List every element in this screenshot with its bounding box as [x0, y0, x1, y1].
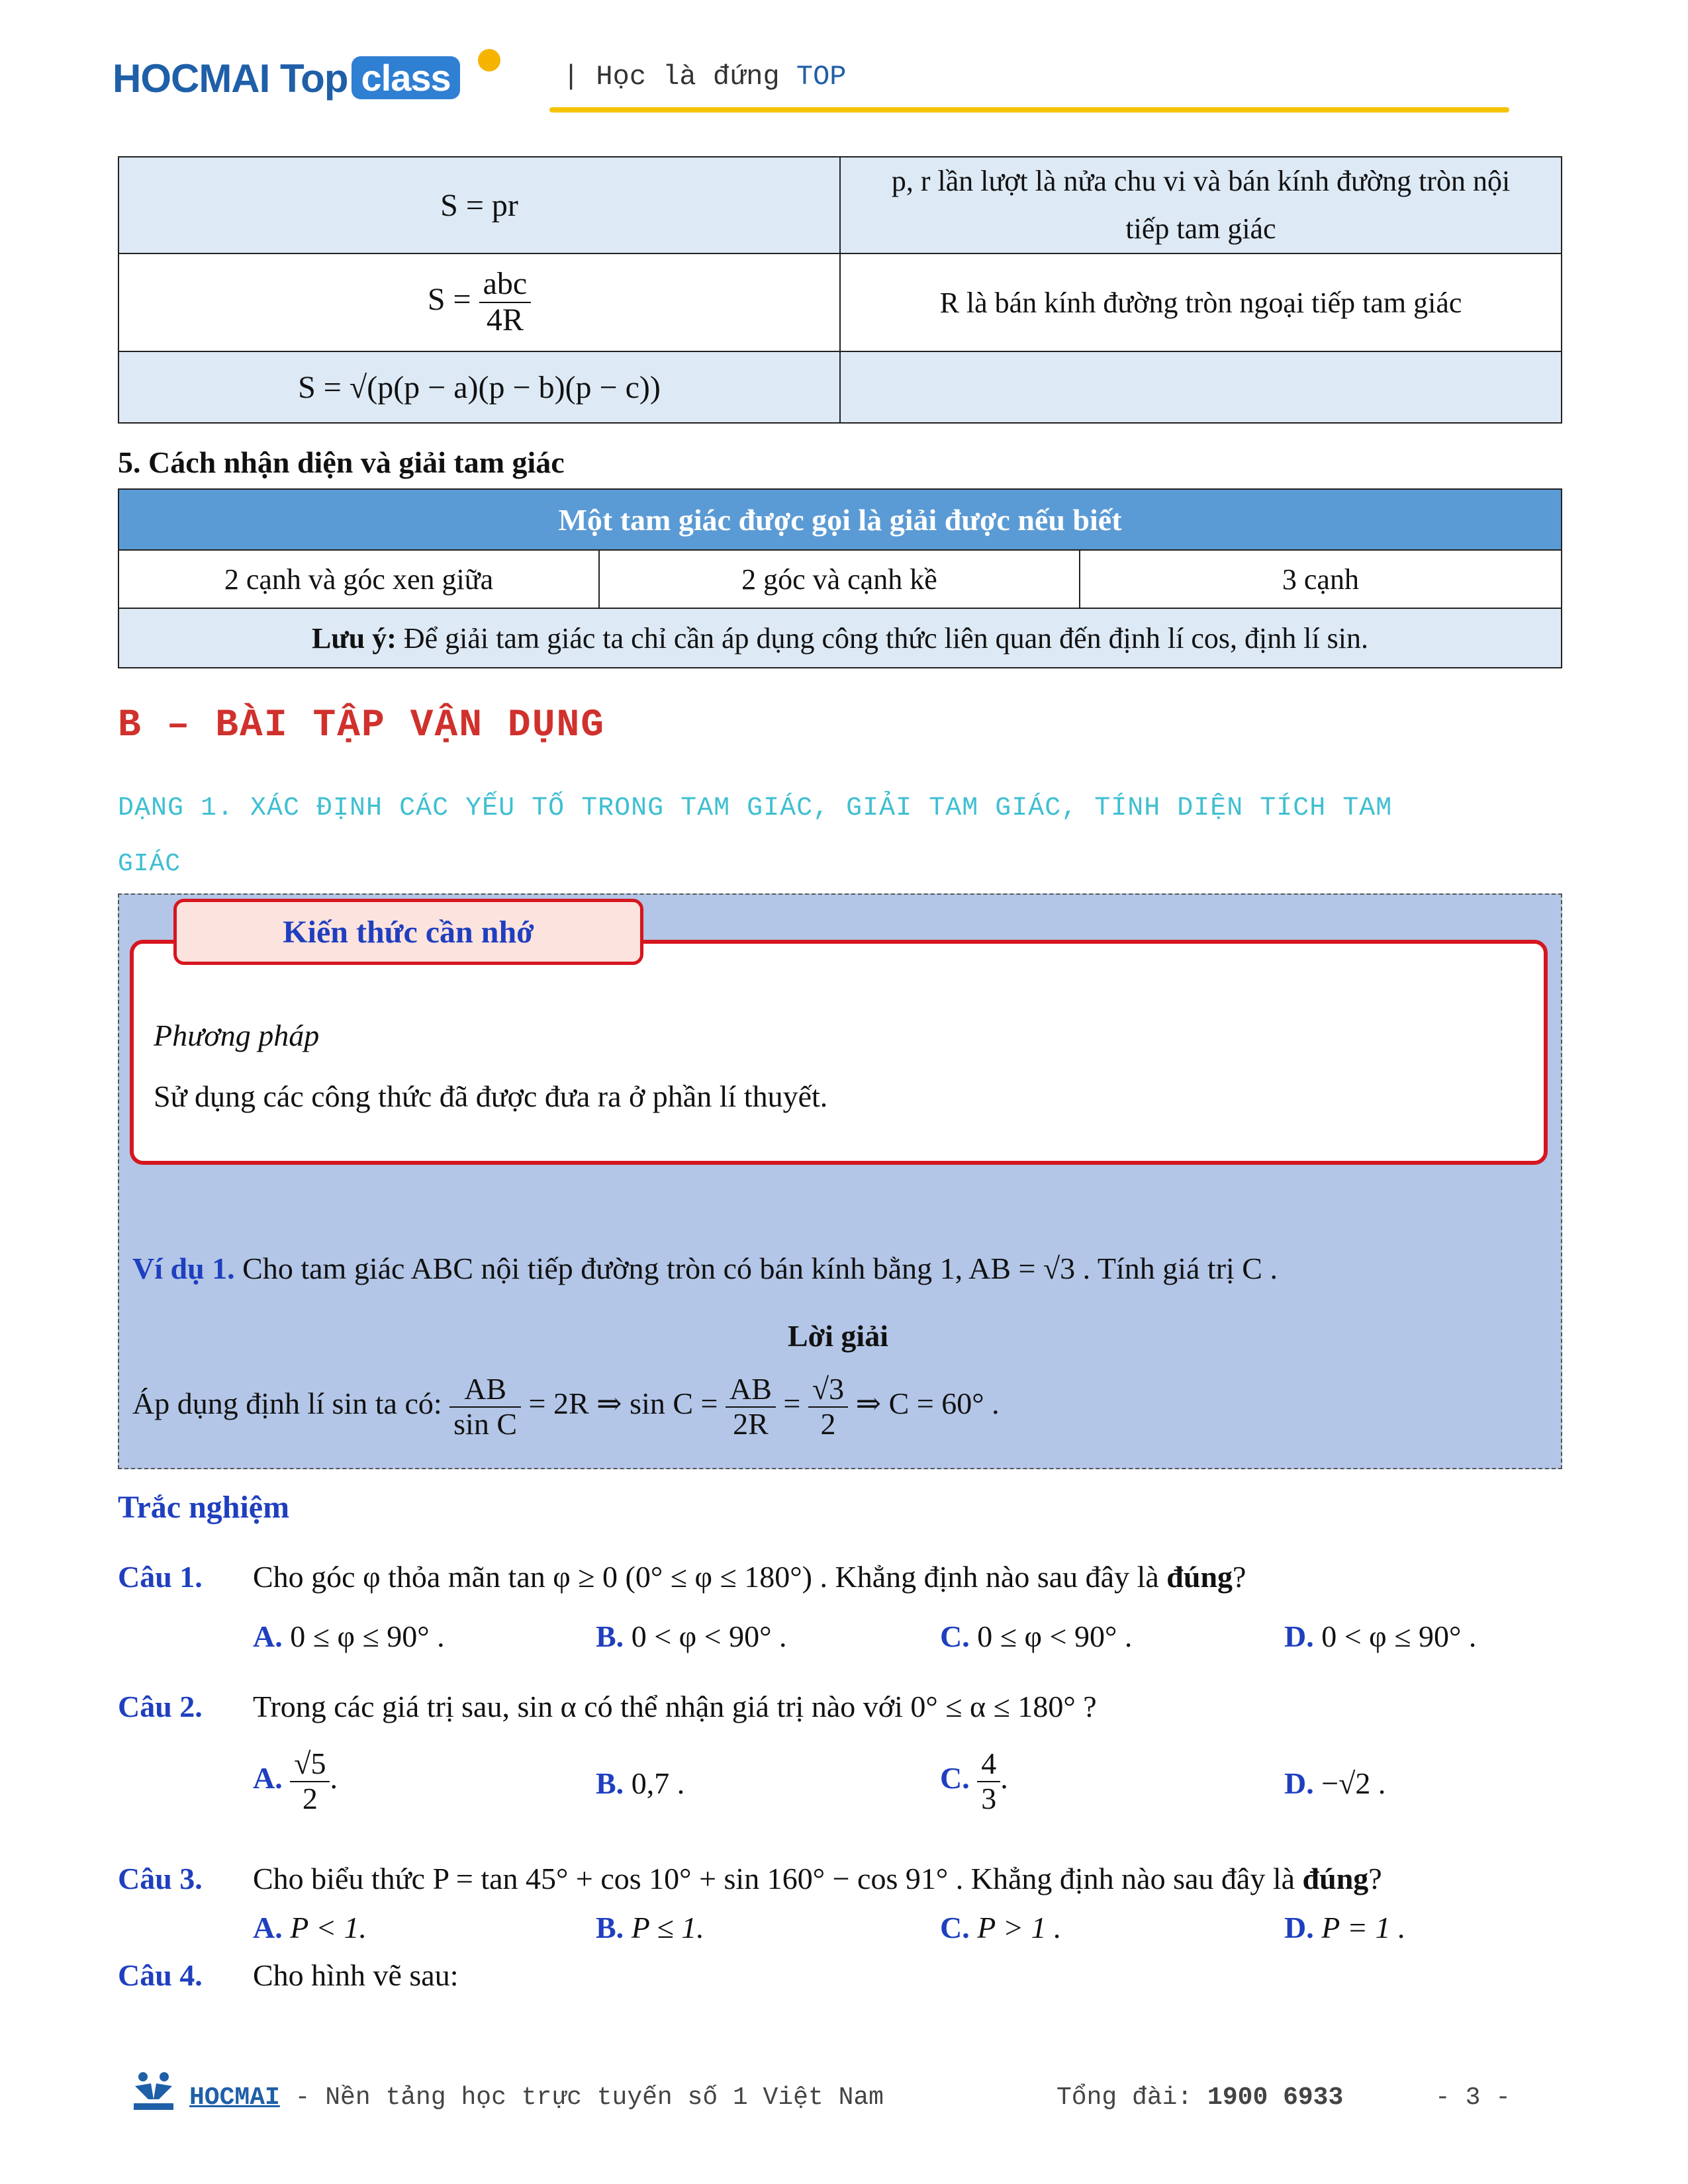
option-letter: D.	[1284, 1619, 1314, 1653]
fraction-numerator: √3	[808, 1373, 848, 1408]
section-b-title: B – BÀI TẬP VẬN DỤNG	[118, 704, 606, 747]
area-formula-table	[118, 156, 1562, 424]
answer-option-a[interactable]	[253, 1910, 367, 1945]
knowledge-tab: Kiến thức cần nhớ	[173, 899, 643, 965]
description-cell	[840, 351, 1562, 423]
solution-line	[132, 1373, 1000, 1441]
fraction	[290, 1747, 330, 1815]
hocmai-logo	[113, 56, 460, 101]
header-divider	[549, 107, 1509, 113]
fraction	[977, 1747, 1000, 1815]
fraction-denominator: 3	[981, 1781, 997, 1815]
formula-lhs: S =	[427, 282, 471, 318]
dang-heading-line-2: GIÁC	[118, 850, 181, 878]
question-text-pre: Cho biểu thức P = tan 45° + cos 10° + sin 160° − cos 91° . Khẳng định nào sau đây là	[253, 1862, 1303, 1895]
quiz-title: Trắc nghiệm	[118, 1490, 290, 1525]
fraction-denominator: 2	[820, 1406, 836, 1441]
question-text-bold: đúng	[1166, 1560, 1233, 1594]
question-label: Câu 2.	[118, 1690, 203, 1723]
hotline-number: 1900 6933	[1207, 2083, 1344, 2112]
option-text: 0 < φ ≤ 90° .	[1321, 1619, 1477, 1653]
fraction-denominator: 4R	[486, 302, 524, 338]
note-label: Lưu ý:	[311, 621, 397, 655]
option-letter: A.	[253, 1761, 283, 1796]
logo-class-text: class	[352, 56, 459, 99]
logo-star-icon	[478, 49, 500, 71]
option-text: 0,7 .	[631, 1766, 685, 1800]
question-text: Trong các giá trị sau, sin α có thể nhận giá trị nào với 0° ≤ α ≤ 180° ?	[253, 1690, 1097, 1723]
option-letter: B.	[596, 1766, 624, 1800]
method-label: Phương pháp	[154, 1019, 320, 1052]
example-1	[132, 1251, 1278, 1286]
footer-slogan: - Nền tảng học trực tuyến số 1 Việt Nam	[279, 2083, 884, 2112]
answer-option-d[interactable]	[1284, 1619, 1476, 1654]
question-text-post: ?	[1233, 1560, 1246, 1594]
option-text: P > 1 .	[977, 1911, 1062, 1944]
note-text: Để giải tam giác ta chỉ cần áp dụng công thức liên quan đến định lí cos, định lí sin.	[403, 621, 1369, 655]
note-cell	[118, 608, 1562, 668]
answer-option-d[interactable]	[1284, 1766, 1385, 1801]
fraction-numerator: AB	[726, 1373, 776, 1408]
fraction	[449, 1373, 521, 1441]
formula-cell	[118, 253, 840, 351]
question-label: Câu 4.	[118, 1958, 203, 1992]
solution-mid: = 2R ⇒ sin C =	[528, 1387, 718, 1421]
tagline	[563, 61, 847, 93]
option-text: P < 1.	[290, 1911, 367, 1944]
question-text-bold: đúng	[1302, 1862, 1369, 1895]
fraction	[726, 1373, 776, 1441]
solution-title: Lời giải	[788, 1319, 888, 1353]
fraction-numerator: abc	[479, 267, 532, 303]
tagline-top: TOP	[796, 61, 847, 93]
fraction	[479, 267, 532, 338]
option-text: 0 < φ < 90° .	[631, 1619, 787, 1653]
footer-hotline	[1056, 2083, 1343, 2112]
table-row	[118, 489, 1562, 550]
question-text-post: ?	[1368, 1862, 1382, 1895]
option-letter: D.	[1284, 1766, 1314, 1800]
formula-cell: S = √(p(p − a)(p − b)(p − c))	[118, 351, 840, 423]
option-text: P ≤ 1.	[631, 1911, 704, 1944]
answer-option-a[interactable]	[253, 1747, 338, 1815]
fraction-numerator: 4	[977, 1747, 1000, 1782]
footer-brand-link[interactable]: HOCMAI	[189, 2083, 280, 2112]
solvable-triangle-table	[118, 488, 1562, 668]
logo-hocmai-text: HOCMAI	[113, 56, 270, 101]
hotline-label: Tổng đài:	[1056, 2083, 1193, 2112]
question-text	[253, 1861, 1382, 1896]
question-label: Câu 3.	[118, 1862, 203, 1895]
table-row	[118, 351, 1562, 423]
option-text: .	[1000, 1761, 1008, 1796]
table-row	[118, 608, 1562, 668]
table-row	[118, 550, 1562, 608]
solution-prefix: Áp dụng định lí sin ta có:	[132, 1387, 442, 1421]
fraction-numerator: AB	[449, 1373, 521, 1408]
case-cell: 2 cạnh và góc xen giữa	[118, 550, 599, 608]
table-row	[118, 253, 1562, 351]
option-letter: C.	[940, 1911, 970, 1944]
footer-brand-line	[189, 2083, 884, 2112]
fraction	[808, 1373, 848, 1441]
fraction-denominator: 2R	[733, 1406, 769, 1441]
answer-option-c[interactable]	[940, 1747, 1008, 1815]
option-text: .	[330, 1761, 338, 1796]
section-5-title: 5. Cách nhận diện và giải tam giác	[118, 445, 565, 479]
tagline-prefix: | Học là đứng	[563, 61, 780, 93]
dang-1-heading	[118, 781, 1574, 892]
question-text	[253, 1559, 1246, 1594]
method-box	[130, 940, 1548, 1165]
page-number: - 3 -	[1435, 2083, 1511, 2112]
option-letter: D.	[1284, 1911, 1314, 1944]
case-cell: 2 góc và cạnh kề	[599, 550, 1080, 608]
option-letter: B.	[596, 1911, 624, 1944]
option-text: P = 1 .	[1321, 1911, 1406, 1944]
method-text: Sử dụng các công thức đã được đưa ra ở phần lí thuyết.	[154, 1079, 828, 1113]
option-letter: A.	[253, 1911, 283, 1944]
example-text: Cho tam giác ABC nội tiếp đường tròn có bán kính bằng 1, AB = √3 . Tính giá trị C .	[242, 1251, 1278, 1285]
answer-option-a[interactable]	[253, 1619, 445, 1654]
answer-option-c[interactable]	[940, 1910, 1062, 1945]
case-cell: 3 cạnh	[1080, 550, 1562, 608]
solution-end: ⇒ C = 60° .	[855, 1387, 1000, 1421]
solution-equals: =	[783, 1387, 801, 1421]
table-header: Một tam giác được gọi là giải được nếu biết	[118, 489, 1562, 550]
answer-option-d[interactable]	[1284, 1910, 1406, 1945]
fraction-denominator: 2	[302, 1781, 318, 1815]
option-text: 0 ≤ φ < 90° .	[977, 1619, 1133, 1653]
example-label: Ví dụ 1.	[132, 1251, 235, 1285]
option-text: 0 ≤ φ ≤ 90° .	[290, 1619, 445, 1653]
hocmai-footer-logo-icon	[130, 2070, 177, 2113]
description-cell: R là bán kính đường tròn ngoại tiếp tam giác	[840, 253, 1562, 351]
answer-option-b[interactable]	[596, 1766, 684, 1801]
dang-heading-line-1: DẠNG 1. XÁC ĐỊNH CÁC YẾU TỐ TRONG TAM GIÁC, GIẢI TAM GIÁC, TÍNH DIỆN TÍCH TAM	[118, 794, 1393, 823]
option-letter: C.	[940, 1619, 970, 1653]
option-letter: C.	[940, 1761, 970, 1796]
table-row	[118, 157, 1562, 253]
formula-cell: S = pr	[118, 157, 840, 253]
logo-top-text: Top	[279, 56, 348, 101]
answer-option-b[interactable]	[596, 1910, 704, 1945]
description-cell: p, r lần lượt là nửa chu vi và bán kính đường tròn nội tiếp tam giác	[840, 157, 1562, 253]
option-letter: A.	[253, 1619, 283, 1653]
question-label: Câu 1.	[118, 1560, 203, 1594]
answer-option-b[interactable]	[596, 1619, 787, 1654]
option-text: −√2 .	[1321, 1766, 1386, 1800]
fraction-numerator: √5	[290, 1747, 330, 1782]
answer-option-c[interactable]	[940, 1619, 1132, 1654]
question-text-pre: Cho góc φ thỏa mãn tan φ ≥ 0 (0° ≤ φ ≤ 180°) . Khẳng định nào sau đây là	[253, 1560, 1167, 1594]
fraction-denominator: sin C	[453, 1406, 518, 1441]
question-text: Cho hình vẽ sau:	[253, 1958, 459, 1992]
option-letter: B.	[596, 1619, 624, 1653]
